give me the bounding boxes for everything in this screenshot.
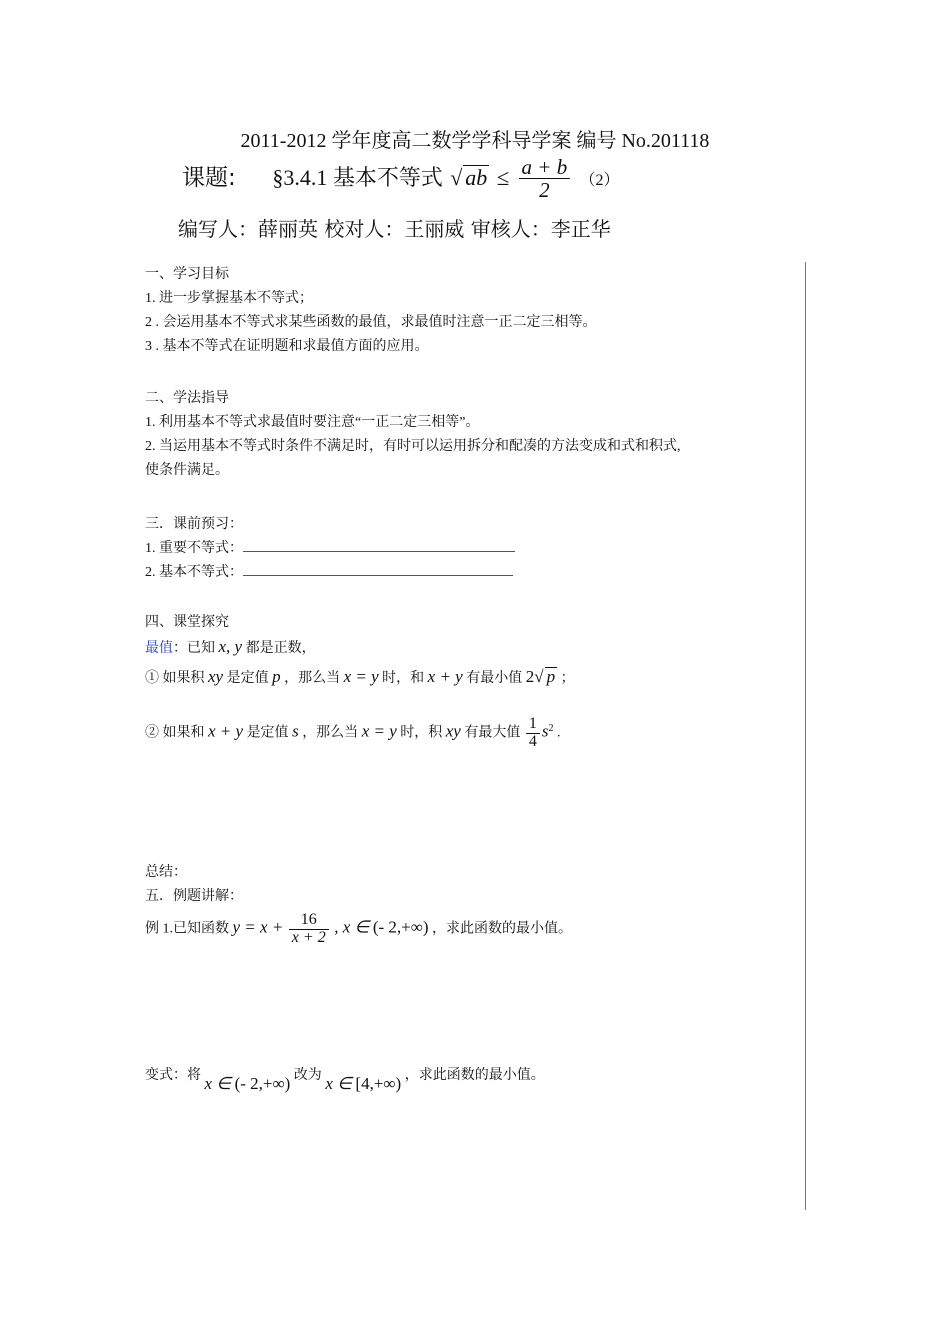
section-title: 一、学习目标	[145, 267, 229, 282]
topic-fraction-denominator: 2	[539, 178, 550, 203]
document-header: 2011-2012 学年度高二数学学科导学案 编号 No.201118	[240, 130, 710, 152]
list-item: 2 . 会运用基本不等式求某些函数的最值，求最值时注意一正二定三相等。	[145, 315, 597, 330]
fill-line-1: 1. 重要不等式：	[145, 537, 795, 561]
topic-fraction	[519, 156, 571, 201]
topic-sqrt: ab	[465, 165, 488, 191]
margin-rule	[805, 262, 806, 1210]
topic-suffix: （2）	[579, 172, 620, 190]
section-title: 四、课堂探究	[145, 615, 229, 630]
list-item: 3 . 基本不等式在证明题和求最值方面的应用。	[145, 339, 429, 354]
section-examples	[145, 861, 795, 909]
list-item: 1. 进一步掌握基本不等式；	[145, 291, 313, 306]
answer-blank[interactable]	[243, 561, 513, 576]
section-study-guidance	[145, 387, 795, 483]
section-title: 三．课前预习：	[145, 517, 243, 532]
section-title: 五．例题讲解：	[145, 889, 243, 904]
topic-fraction-numerator: a + b	[519, 156, 571, 179]
fill-line-2: 2. 基本不等式：	[145, 561, 795, 585]
section-exploration	[145, 611, 795, 661]
lesson-topic: 课题: §3.4.1 基本不等式 √ ab ≤ $\frac{a + b}{2}$ （2）	[182, 155, 620, 203]
extremum-lead: 最值：已知 x, y 都是正数，	[145, 637, 316, 656]
topic-leq: ≤	[496, 165, 510, 191]
rule-sum-fixed: ② 如果和 x + y 是定值 s ，那么当 x = y 时，积 xy 有最大值 $\frac{1}{4}$ $s^2$ .	[145, 715, 561, 750]
summary-label: 总结：	[145, 865, 187, 880]
authors-line: 编写人：薛丽英 校对人：王丽威 审核人：李正华	[178, 217, 611, 241]
topic-section: §3.4.1 基本不等式	[272, 165, 443, 191]
section-title: 二、学法指导	[145, 391, 229, 406]
extremum-keyword: 最值	[145, 641, 173, 656]
list-item: 1. 利用基本不等式求最值时要注意“一正二定三相等”。	[145, 415, 480, 430]
answer-blank[interactable]	[243, 537, 515, 552]
list-item: 2. 当运用基本不等式时条件不满足时，有时可以运用拆分和配凑的方法变成和式和积式,	[145, 439, 681, 454]
section-learning-goals	[145, 263, 795, 359]
variant-exercise: 变式：将 x ∈ (- 2,+∞) 改为 x ∈ [4,+∞) ，求此函数的最小值。	[145, 1068, 545, 1093]
list-item: 使条件满足。	[145, 463, 229, 478]
example-1: 例 1.已知函数 y = x + $\frac{16}{x + 2}$ , x ∈ (- 2,+∞) ，求此函数的最小值。	[145, 911, 573, 946]
rule-product-fixed: ① 如果积 xy 是定值 p ，那么当 x = y 时，和 x + y 有最小值 2√ p ；	[145, 667, 575, 686]
section-preview	[145, 513, 795, 585]
topic-label: 课题:	[182, 165, 236, 192]
